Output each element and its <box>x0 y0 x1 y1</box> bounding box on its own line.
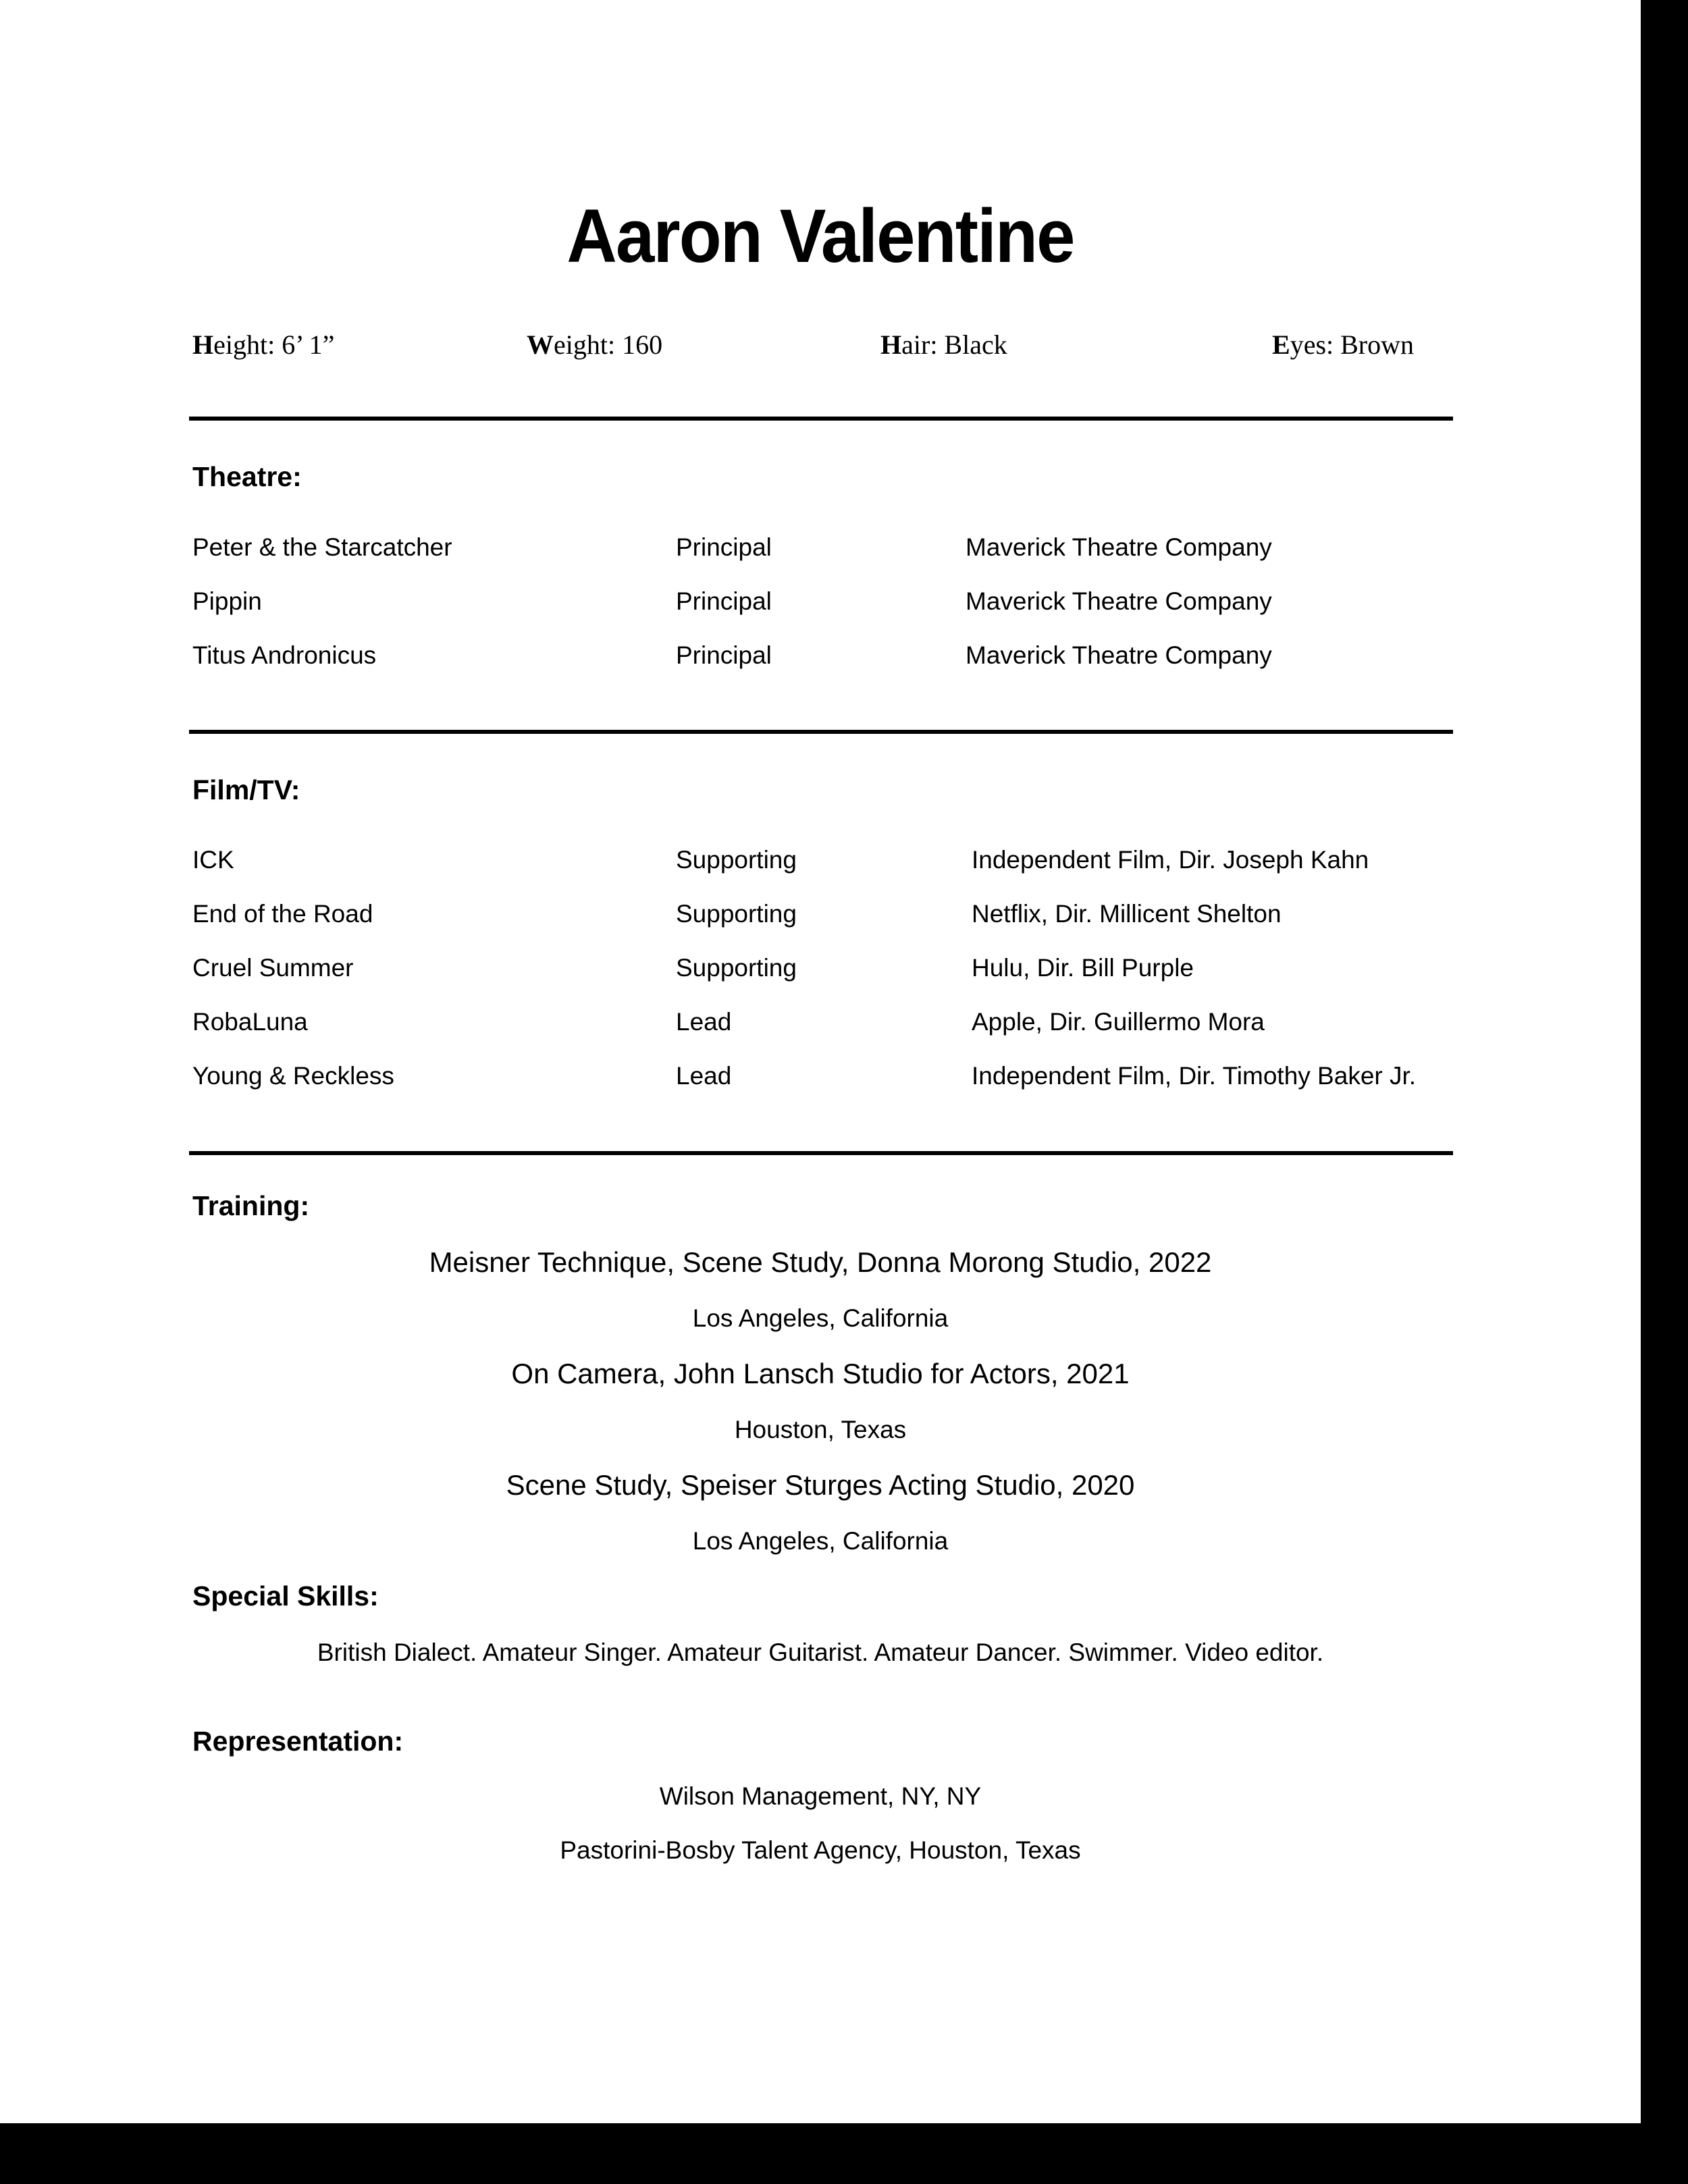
credit-title: Peter & the Starcatcher <box>192 533 452 561</box>
stat-value: yes: Brown <box>1290 329 1415 360</box>
credit-title: ICK <box>192 846 234 874</box>
special-skills-heading: Special Skills: <box>192 1580 379 1612</box>
stat-initial: W <box>527 329 554 360</box>
credit-title: RobaLuna <box>192 1008 308 1036</box>
stat-initial: H <box>192 329 214 360</box>
training-heading: Training: <box>192 1190 310 1221</box>
credit-title: Cruel Summer <box>192 954 354 982</box>
section-divider <box>189 1151 1453 1155</box>
section-divider <box>189 417 1453 421</box>
credit-role: Principal <box>676 641 772 669</box>
credit-company: Independent Film, Dir. Timothy Baker Jr. <box>972 1062 1417 1090</box>
credit-role: Supporting <box>676 846 797 874</box>
credit-company: Maverick Theatre Company <box>966 641 1272 669</box>
training-title: On Camera, John Lansch Studio for Actors, 2021 <box>511 1358 1130 1389</box>
credit-company: Maverick Theatre Company <box>966 587 1272 615</box>
special-skills-text: British Dialect. Amateur Singer. Amateur Guitarist. Amateur Dancer. Swimmer. Video editor. <box>317 1639 1324 1666</box>
theatre-row <box>0 587 1641 621</box>
film-row <box>0 900 1641 934</box>
credit-title: Young & Reckless <box>192 1062 394 1090</box>
training-title: Scene Study, Speiser Sturges Acting Studio, 2020 <box>506 1469 1135 1501</box>
credit-title: Titus Andronicus <box>192 641 377 669</box>
stat-height <box>192 329 334 361</box>
representation-agency: Wilson Management, NY, NY <box>659 1782 982 1810</box>
credit-title: End of the Road <box>192 900 373 928</box>
training-location: Houston, Texas <box>734 1416 907 1443</box>
credit-company: Hulu, Dir. Bill Purple <box>972 954 1194 982</box>
film-row <box>0 954 1641 988</box>
representation-agency: Pastorini-Bosby Talent Agency, Houston, Texas <box>560 1836 1081 1864</box>
film-row <box>0 846 1641 880</box>
stat-eyes <box>1272 329 1414 361</box>
theatre-heading: Theatre: <box>192 461 302 492</box>
training-title: Meisner Technique, Scene Study, Donna Morong Studio, 2022 <box>429 1246 1212 1278</box>
credit-role: Supporting <box>676 954 797 982</box>
credit-company: Netflix, Dir. Millicent Shelton <box>972 900 1282 928</box>
credit-title: Pippin <box>192 587 262 615</box>
credit-company: Apple, Dir. Guillermo Mora <box>972 1008 1265 1036</box>
stat-initial: E <box>1272 329 1290 360</box>
credit-company: Independent Film, Dir. Joseph Kahn <box>972 846 1369 874</box>
film-row <box>0 1062 1641 1096</box>
credit-role: Supporting <box>676 900 797 928</box>
stat-value: eight: 160 <box>554 329 663 360</box>
stat-hair <box>880 329 1007 361</box>
training-location: Los Angeles, California <box>692 1527 949 1555</box>
film-row <box>0 1008 1641 1042</box>
stat-value: eight: 6’ 1” <box>213 329 335 360</box>
actor-name: Aaron Valentine <box>566 194 1074 278</box>
credit-role: Lead <box>676 1062 732 1090</box>
stat-weight <box>527 329 662 361</box>
credit-role: Principal <box>676 587 772 615</box>
section-divider <box>189 730 1453 734</box>
physical-stats <box>0 329 1641 369</box>
stat-initial: H <box>880 329 902 360</box>
credit-company: Maverick Theatre Company <box>966 533 1272 561</box>
representation-heading: Representation: <box>192 1726 404 1757</box>
stat-value: air: Black <box>901 329 1007 360</box>
credit-role: Principal <box>676 533 772 561</box>
training-location: Los Angeles, California <box>692 1304 949 1332</box>
theatre-row <box>0 641 1641 675</box>
theatre-row <box>0 533 1641 567</box>
credit-role: Lead <box>676 1008 732 1036</box>
film-tv-heading: Film/TV: <box>192 774 300 805</box>
